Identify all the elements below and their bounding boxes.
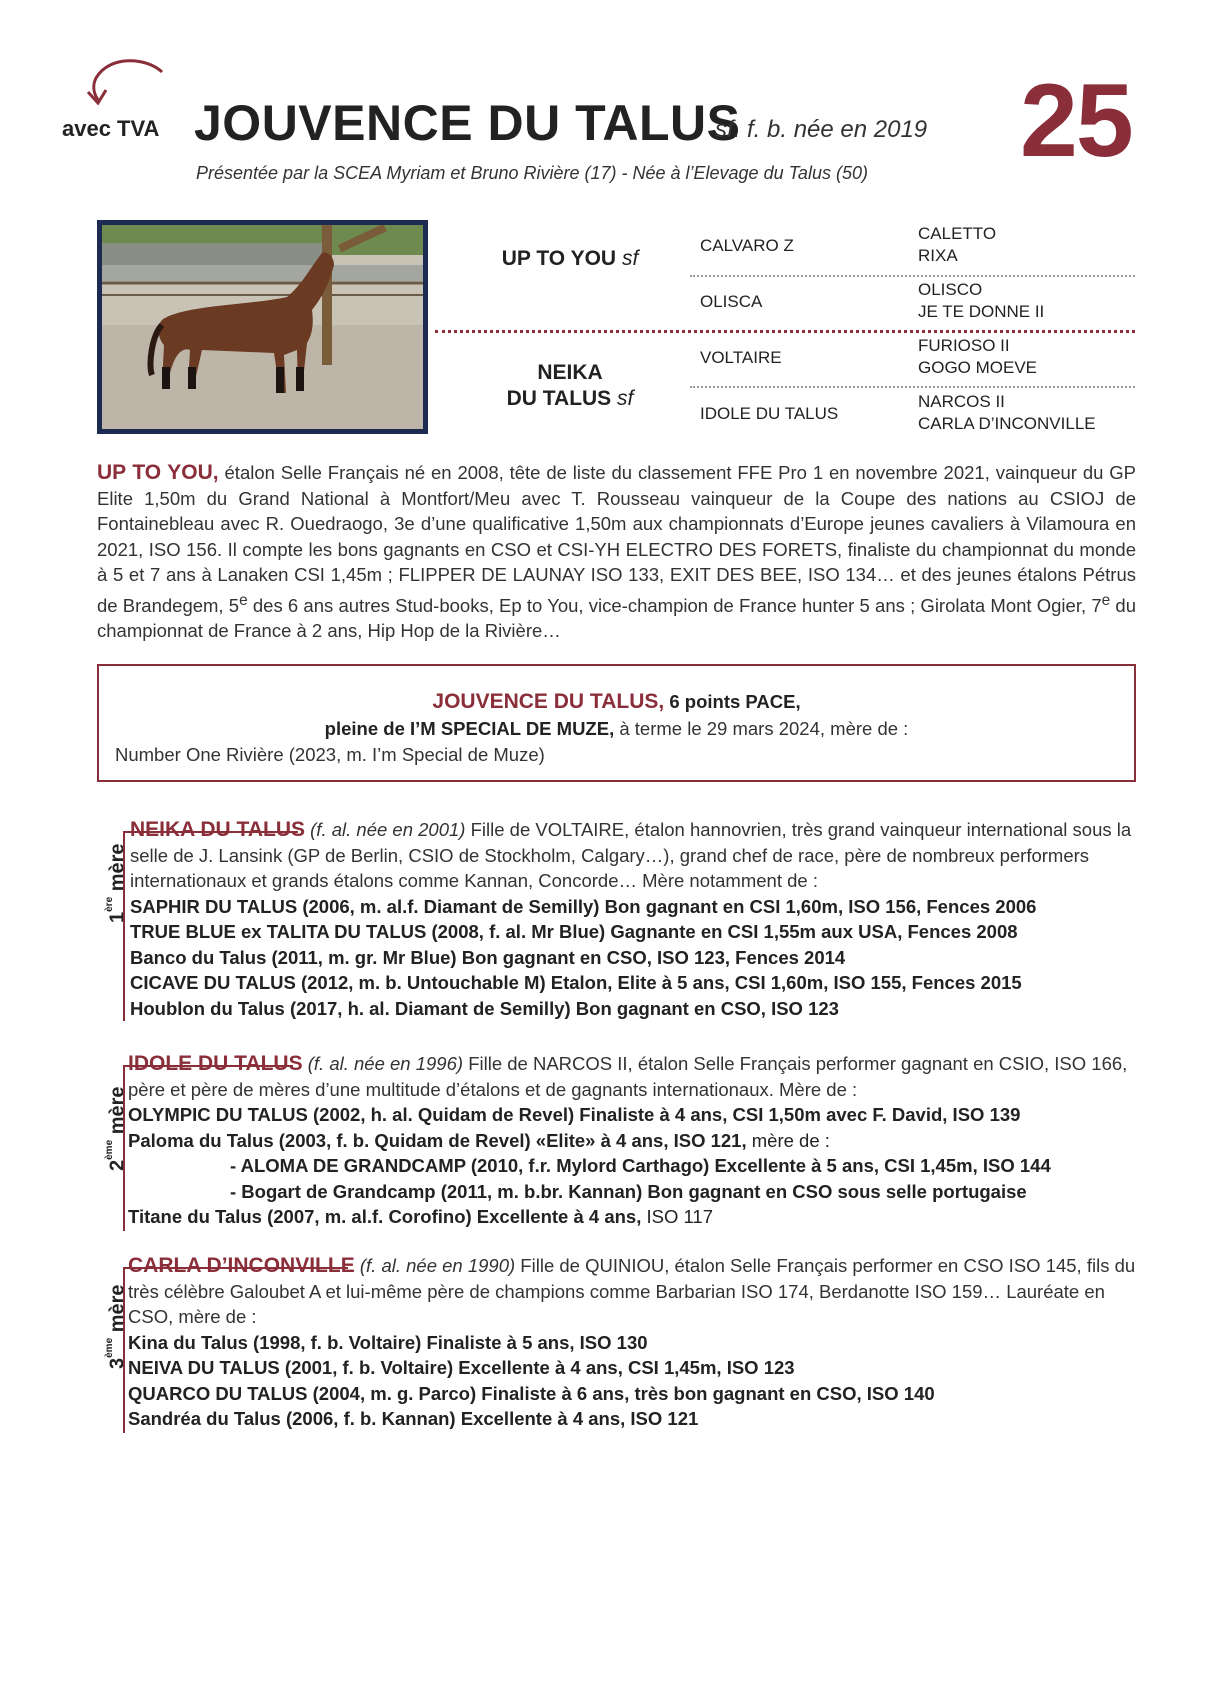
- second-dam-intro: IDOLE DU TALUS (f. al. née en 1996) Fille de NARCOS II, étalon Selle Français performer gagnant en CSIO, ISO 166, père et père de mères d’une multitude d’étalons et de gagnants internationaux. Mère de :: [128, 1052, 1128, 1100]
- second-dam-offspring: OLYMPIC DU TALUS (2002, h. al. Quidam de Revel) Finaliste à 4 ans, CSI 1,50m avec F. David, ISO 139: [128, 1104, 1021, 1125]
- pedigree-gen3-3: OLISCO: [918, 280, 983, 299]
- first-dam-section: [97, 817, 1136, 1021]
- lot-number: 25: [1020, 63, 1132, 179]
- first-dam-intro: NEIKA DU TALUS (f. al. née en 2001) Fille de VOLTAIRE, étalon hannovrien, très grand vainqueur international sous la selle de J. Lansink (GP de Berlin, CSIO de Stockholm, Calgary…), grand chef de race, père de nombreux performers internationaux et grands étalons comme Kannan, Concorde… Mère notamment de :: [130, 818, 1132, 891]
- second-dam-grand-offspring: - Bogart de Grandcamp (2011, m. b.br. Kannan) Bon gagnant en CSO sous selle portugaise: [230, 1180, 1027, 1202]
- third-dam-label: 3ème mère: [104, 1284, 129, 1370]
- pedigree-sire-sire: CALVARO Z: [700, 236, 794, 255]
- second-dam-offspring: Titane du Talus (2007, m. al.f. Corofino) Excellente à 4 ans, ISO 117: [128, 1206, 714, 1227]
- pedigree-gen3-6: GOGO MOEVE: [918, 358, 1038, 377]
- third-dam-offspring: NEIVA DU TALUS (2001, f. b. Voltaire) Excellente à 4 ans, CSI 1,45m, ISO 123: [128, 1357, 795, 1378]
- pedigree-table: [435, 220, 1135, 436]
- second-dam-section: [97, 1051, 1136, 1231]
- pedigree-gen3-2: RIXA: [918, 246, 958, 265]
- third-dam-offspring: Kina du Talus (1998, f. b. Voltaire) Finaliste à 5 ans, ISO 130: [128, 1331, 648, 1353]
- pedigree-dam: NEIKA DU TALUS sf: [506, 361, 634, 411]
- third-dam-intro: CARLA D’INCONVILLE (f. al. née en 1990) Fille de QUINIOU, étalon Selle Français performer en CSO ISO 145, fils du très célèbre Galoubet A et lui-même père de champions comme Barbarian ISO 174, Berdanotte ISO 159… Lauréate en CSO, mère de :: [128, 1254, 1136, 1327]
- pedigree-divider: [435, 330, 1135, 333]
- second-dam-label: 2ème mère: [104, 1086, 129, 1172]
- pedigree-dam-dam: IDOLE DU TALUS: [700, 404, 839, 423]
- pedigree-gen3-8: CARLA D’INCONVILLE: [918, 414, 1096, 433]
- first-dam-offspring: SAPHIR DU TALUS (2006, m. al.f. Diamant de Semilly) Bon gagnant en CSI 1,60m, ISO 156, Fences 2006: [130, 895, 1037, 917]
- third-dam-rule: [123, 1267, 125, 1433]
- sire-description-lead: UP TO YOU,: [97, 461, 219, 484]
- first-dam-offspring: Houblon du Talus (2017, h. al. Diamant de Semilly) Bon gagnant en CSO, ISO 123: [130, 997, 839, 1019]
- pace-offspring: Number One Rivière (2023, m. I’m Special de Muze): [115, 744, 545, 765]
- first-dam-label: 1ère mère: [104, 843, 129, 923]
- second-dam-offspring: Paloma du Talus (2003, f. b. Quidam de Revel) «Elite» à 4 ans, ISO 121, mère de :: [128, 1129, 830, 1151]
- presented-by: Présentée par la SCEA Myriam et Bruno Rivière (17) - Née à l’Elevage du Talus (50): [196, 163, 868, 183]
- pedigree-sire-dam: OLISCA: [700, 292, 763, 311]
- third-dam-offspring: QUARCO DU TALUS (2004, m. g. Parco) Finaliste à 6 ans, très bon gagnant en CSO, ISO 140: [128, 1382, 935, 1404]
- pedigree-gen3-7: NARCOS II: [918, 392, 1005, 411]
- pedigree-divider-sire: [690, 275, 1135, 277]
- sire-description: UP TO YOU, étalon Selle Français né en 2008, tête de liste du classement FFE Pro 1 en novembre 2021, vainqueur du GP Elite 1,50m du Grand National à Montfort/Meu avec T. Rousseau vainqueur de la Coupe des nations au CSIOJ de Fontainebleau avec R. Ouedraogo, 3e d’une qualificative 1,50m aux championnats d’Europe jeunes cavaliers à Vilamoura en 2021, ISO 156. Il compte les bons gagnants en CSO et CSI-YH ELECTRO DES FORETS, finaliste du championnat du monde à 5 et 7 ans à Lanaken CSI 1,45m ; FLIPPER DE LAUNAY ISO 133, EXIT DES BEE, ISO 134… et des jeunes étalons Pétrus de Brandegem, 5e des 6 ans autres Stud-books, Ep to You, vice-champion de France hunter 5 ans ; Girolata Mont Ogier, 7e du championnat de France à 2 ans, Hip Hop de la Rivière…: [97, 461, 1136, 642]
- pregnancy-line: pleine de I’M SPECIAL DE MUZE, à terme le 29 mars 2024, mère de :: [324, 718, 909, 739]
- pedigree-gen3-4: JE TE DONNE II: [918, 302, 1045, 321]
- pedigree-dam-sire: VOLTAIRE: [700, 348, 782, 367]
- pace-line: JOUVENCE DU TALUS, 6 points PACE,: [432, 690, 801, 713]
- pedigree-gen3-5: FURIOSO II: [918, 336, 1010, 355]
- pedigree-sire: UP TO YOU sf: [501, 247, 639, 270]
- pedigree-divider-dam: [690, 386, 1135, 388]
- first-dam-offspring: TRUE BLUE ex TALITA DU TALUS (2008, f. al. Mr Blue) Gagnante en CSI 1,55m aux USA, Fences 2008: [130, 921, 1018, 942]
- horse-photo: [97, 220, 428, 434]
- third-dam-section: [97, 1253, 1136, 1433]
- first-dam-rule: [123, 831, 125, 1021]
- second-dam-rule: [123, 1065, 125, 1231]
- curved-arrow-icon: [80, 56, 170, 108]
- second-dam-grand-offspring: - ALOMA DE GRANDCAMP (2010, f.r. Mylord Carthago) Excellente à 5 ans, CSI 1,45m, ISO 144: [230, 1155, 1051, 1176]
- pedigree-gen3-1: CALETTO: [918, 224, 997, 243]
- pace-info-box: [97, 664, 1136, 782]
- vat-label: avec TVA: [62, 116, 160, 141]
- third-dam-offspring: Sandréa du Talus (2006, f. b. Kannan) Excellente à 4 ans, ISO 121: [128, 1408, 699, 1429]
- first-dam-offspring: Banco du Talus (2011, m. gr. Mr Blue) Bon gagnant en CSO, ISO 123, Fences 2014: [130, 946, 846, 968]
- horse-subtitle: sf. f. b. née en 2019: [715, 116, 928, 143]
- horse-name-title: JOUVENCE DU TALUS: [194, 95, 741, 151]
- first-dam-offspring: CICAVE DU TALUS (2012, m. b. Untouchable M) Etalon, Elite à 5 ans, CSI 1,60m, ISO 155, Fences 2015: [130, 972, 1022, 993]
